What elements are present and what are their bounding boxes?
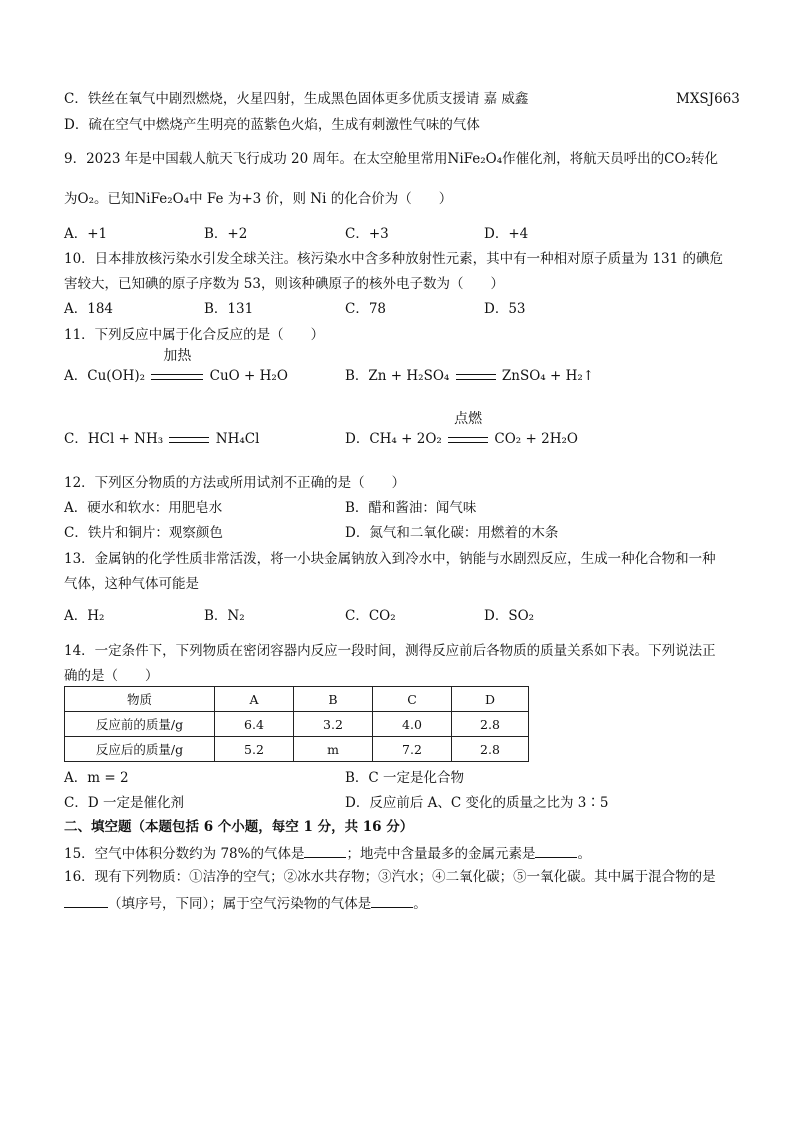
q9-stem-line1: 9．2023 年是中国载人航天飞行成功 20 周年。在太空舱里常用NiFe₂O₄作催化剂，将航天员呼出的CO₂转化: [64, 151, 718, 167]
table-cell: 5.2: [215, 737, 294, 762]
q12-option-c: C．铁片和铜片：观察颜色: [64, 525, 223, 541]
ignition-condition: 点燃: [446, 430, 490, 448]
q13-option-c: C．CO₂: [345, 608, 396, 624]
table-cell: 反应后的质量/g: [65, 737, 215, 762]
table-cell: 3.2: [294, 712, 373, 737]
q13-stem-line2: 气体，这种气体可能是: [64, 576, 199, 592]
formula-co2: CO₂: [664, 151, 691, 167]
q13-option-a: A．H₂: [64, 608, 105, 624]
formula-nife2o4: NiFe₂O₄: [134, 191, 190, 207]
q9-option-c: C．+3: [345, 226, 389, 242]
q9-option-a: A．+1: [64, 226, 108, 242]
answer-blank[interactable]: [371, 893, 413, 908]
table-row: [65, 712, 529, 737]
table-cell: 反应前的质量/g: [65, 712, 215, 737]
equals-sign: [169, 437, 209, 443]
watermark-text: 更多优质支援请 嘉 威鑫: [384, 91, 529, 107]
q16-stem-line2: （填序号，下同）；属于空气污染物的气体是 。: [64, 893, 427, 913]
q14-option-a: A．m = 2: [64, 770, 129, 786]
watermark-code: MXSJ663: [676, 91, 740, 107]
q11-option-d: D．CH₄ + 2O₂ 点燃 CO₂ + 2H₂O: [345, 411, 578, 447]
formula-o2: O₂: [77, 191, 94, 207]
q14-stem-line1: 14．一定条件下，下列物质在密闭容器内反应一段时间，测得反应前后各物质的质量关系如下表。下列说法正: [64, 643, 716, 659]
answer-blank[interactable]: [535, 843, 577, 858]
q10-option-c: C．78: [345, 301, 387, 317]
equals-sign: [456, 374, 496, 380]
equals-sign: [448, 437, 488, 443]
section-heading: 二、填空题（本题包括 6 个小题，每空 1 分，共 16 分）: [64, 819, 414, 835]
answer-blank[interactable]: [304, 843, 346, 858]
equals-sign: [151, 374, 203, 380]
q13-stem-line1: 13．金属钠的化学性质非常活泼，将一小块金属钠放入到冷水中，钠能与水剧烈反应，生成一种化合物和一种: [64, 551, 716, 567]
q14-option-c: C．D 一定是催化剂: [64, 795, 184, 811]
q12-option-d: D．氮气和二氧化碳：用燃着的木条: [345, 525, 559, 541]
table-cell: 7.2: [373, 737, 452, 762]
q12-option-b: B．醋和酱油：闻气味: [345, 500, 477, 516]
q11-stem: 11．下列反应中属于化合反应的是（ ）: [64, 327, 325, 343]
q10-option-d: D．53: [484, 301, 526, 317]
table-row: [65, 737, 529, 762]
table-cell: 2.8: [452, 737, 529, 762]
table-cell: 2.8: [452, 712, 529, 737]
q9-option-b: B．+2: [204, 226, 248, 242]
q14-option-d: D．反应前后 A、C 变化的质量之比为 3∶5: [345, 795, 609, 811]
q11-option-a: A．Cu(OH)₂ 加热 CuO + H₂O: [64, 348, 288, 384]
table-header-cell: D: [452, 687, 529, 712]
mass-table: [64, 686, 529, 762]
q10-stem-line1: 10．日本排放核污染水引发全球关注。核污染水中含多种放射性元素，其中有一种相对原子质量为 131 的碘危: [64, 251, 724, 267]
q12-option-a: A．硬水和软水：用肥皂水: [64, 500, 223, 516]
q14-option-b: B．C 一定是化合物: [345, 770, 465, 786]
formula-nife2o4: NiFe₂O₄: [447, 151, 503, 167]
q13-option-b: B．N₂: [204, 608, 245, 624]
table-cell: 4.0: [373, 712, 452, 737]
q9-option-d: D．+4: [484, 226, 529, 242]
table-cell: m: [294, 737, 373, 762]
table-header-cell: C: [373, 687, 452, 712]
q13-option-d: D．SO₂: [484, 608, 535, 624]
heating-condition: 加热: [149, 367, 205, 385]
answer-blank[interactable]: [64, 893, 108, 908]
table-header-cell: 物质: [65, 687, 215, 712]
q10-option-b: B．131: [204, 301, 254, 317]
q14-stem-line2: 确的是（ ）: [64, 668, 159, 684]
table-header-row: [65, 687, 529, 712]
q8-option-d: D．硫在空气中燃烧产生明亮的蓝紫色火焰，生成有刺激性气味的气体: [64, 117, 480, 133]
table-header-cell: B: [294, 687, 373, 712]
q16-stem-line1: 16．现有下列物质：①洁净的空气；②冰水共存物；③汽水；④二氧化碳；⑤一氧化碳。其中属于混合物的是: [64, 869, 716, 885]
q11-option-c: C．HCl + NH₃ NH₄Cl: [64, 431, 260, 447]
q10-stem-line2: 害较大，已知碘的原子序数为 53，则该种碘原子的核外电子数为（ ）: [64, 276, 504, 292]
q15: 15．空气中体积分数约为 78%的气体是 ；地壳中含量最多的金属元素是 。: [64, 843, 591, 863]
q12-stem: 12．下列区分物质的方法或所用试剂不正确的是（ ）: [64, 475, 406, 491]
q9-stem-line2: 为O₂。已知NiFe₂O₄中 Fe 为+3 价，则 Ni 的化合价为（ ）: [64, 191, 453, 207]
q11-option-b: B．Zn + H₂SO₄ ZnSO₄ + H₂↑: [345, 368, 595, 384]
q8-option-c: C．铁丝在氧气中剧烈燃烧，火星四射，生成黑色固体更多优质支援请 嘉 威鑫: [64, 91, 529, 107]
q10-option-a: A．184: [64, 301, 114, 317]
table-cell: 6.4: [215, 712, 294, 737]
table-header-cell: A: [215, 687, 294, 712]
